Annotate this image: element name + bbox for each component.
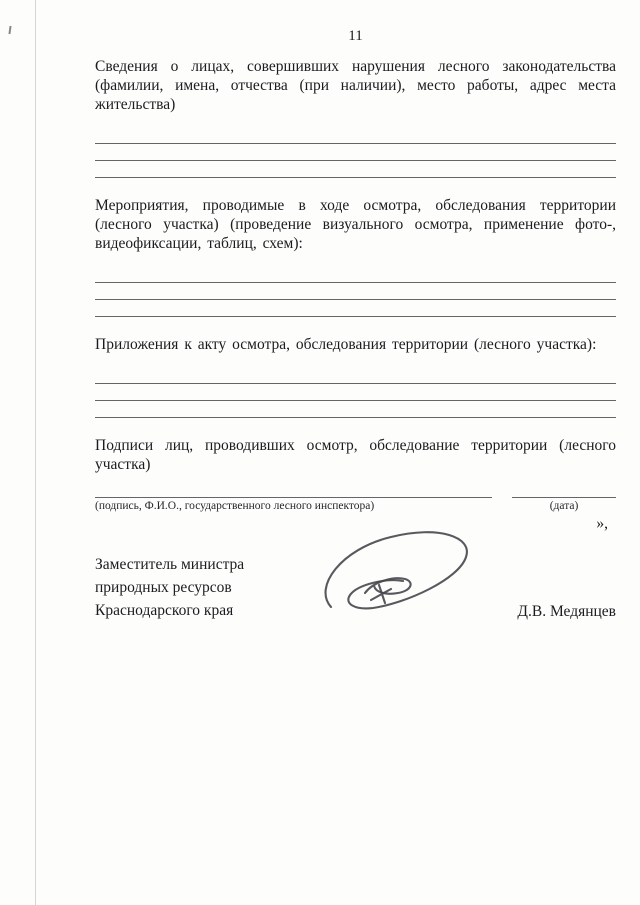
paragraph-activities: Мероприятия, проводимые в ходе осмотра, обследования территории (лесного участка) (проведение визуального осмотра, применение фото-, видеофиксации, таблиц, схем): xyxy=(95,197,616,252)
official-title-line: Краснодарского края xyxy=(95,602,234,619)
handwritten-signature xyxy=(313,525,483,629)
paragraph-signatures: Подписи лиц, проводивших осмотр, обследование территории (лесного участка) xyxy=(95,437,616,473)
blank-line xyxy=(95,283,616,300)
blank-line xyxy=(95,401,616,418)
blank-lines-persons xyxy=(95,127,616,178)
date-blank-line xyxy=(512,487,616,498)
date-field xyxy=(512,487,616,513)
blank-lines-activities xyxy=(95,266,616,317)
blank-line xyxy=(95,384,616,401)
blank-lines-attachments xyxy=(95,367,616,418)
official-signature-block xyxy=(95,553,616,622)
signature-field xyxy=(95,487,492,513)
paragraph-attachments: Приложения к акту осмотра, обследования территории (лесного участка): xyxy=(95,336,597,353)
scan-mark-artifact xyxy=(8,26,11,34)
signature-caption: (подпись, Ф.И.О., государственного лесного инспектора) xyxy=(95,500,375,512)
closing-quote: », xyxy=(596,515,608,532)
blank-line xyxy=(95,144,616,161)
signature-fields-row xyxy=(95,487,616,513)
official-title-line: Заместитель министра xyxy=(95,556,245,573)
blank-line xyxy=(95,266,616,283)
blank-line xyxy=(95,127,616,144)
blank-line xyxy=(95,367,616,384)
official-title-line: природных ресурсов xyxy=(95,579,232,596)
blank-line xyxy=(95,300,616,317)
blank-line xyxy=(95,161,616,178)
signature-blank-line xyxy=(95,487,492,498)
official-name: Д.В. Медянцев xyxy=(517,603,616,620)
page-number: 11 xyxy=(348,28,363,44)
scan-edge-artifact xyxy=(35,0,36,905)
date-caption: (дата) xyxy=(549,500,579,512)
paragraph-persons-info: Сведения о лицах, совершивших нарушения лесного законодательства (фамилии, имена, отчества (при наличии), место работы, адрес места жительства) xyxy=(95,58,616,113)
official-title xyxy=(95,553,244,622)
